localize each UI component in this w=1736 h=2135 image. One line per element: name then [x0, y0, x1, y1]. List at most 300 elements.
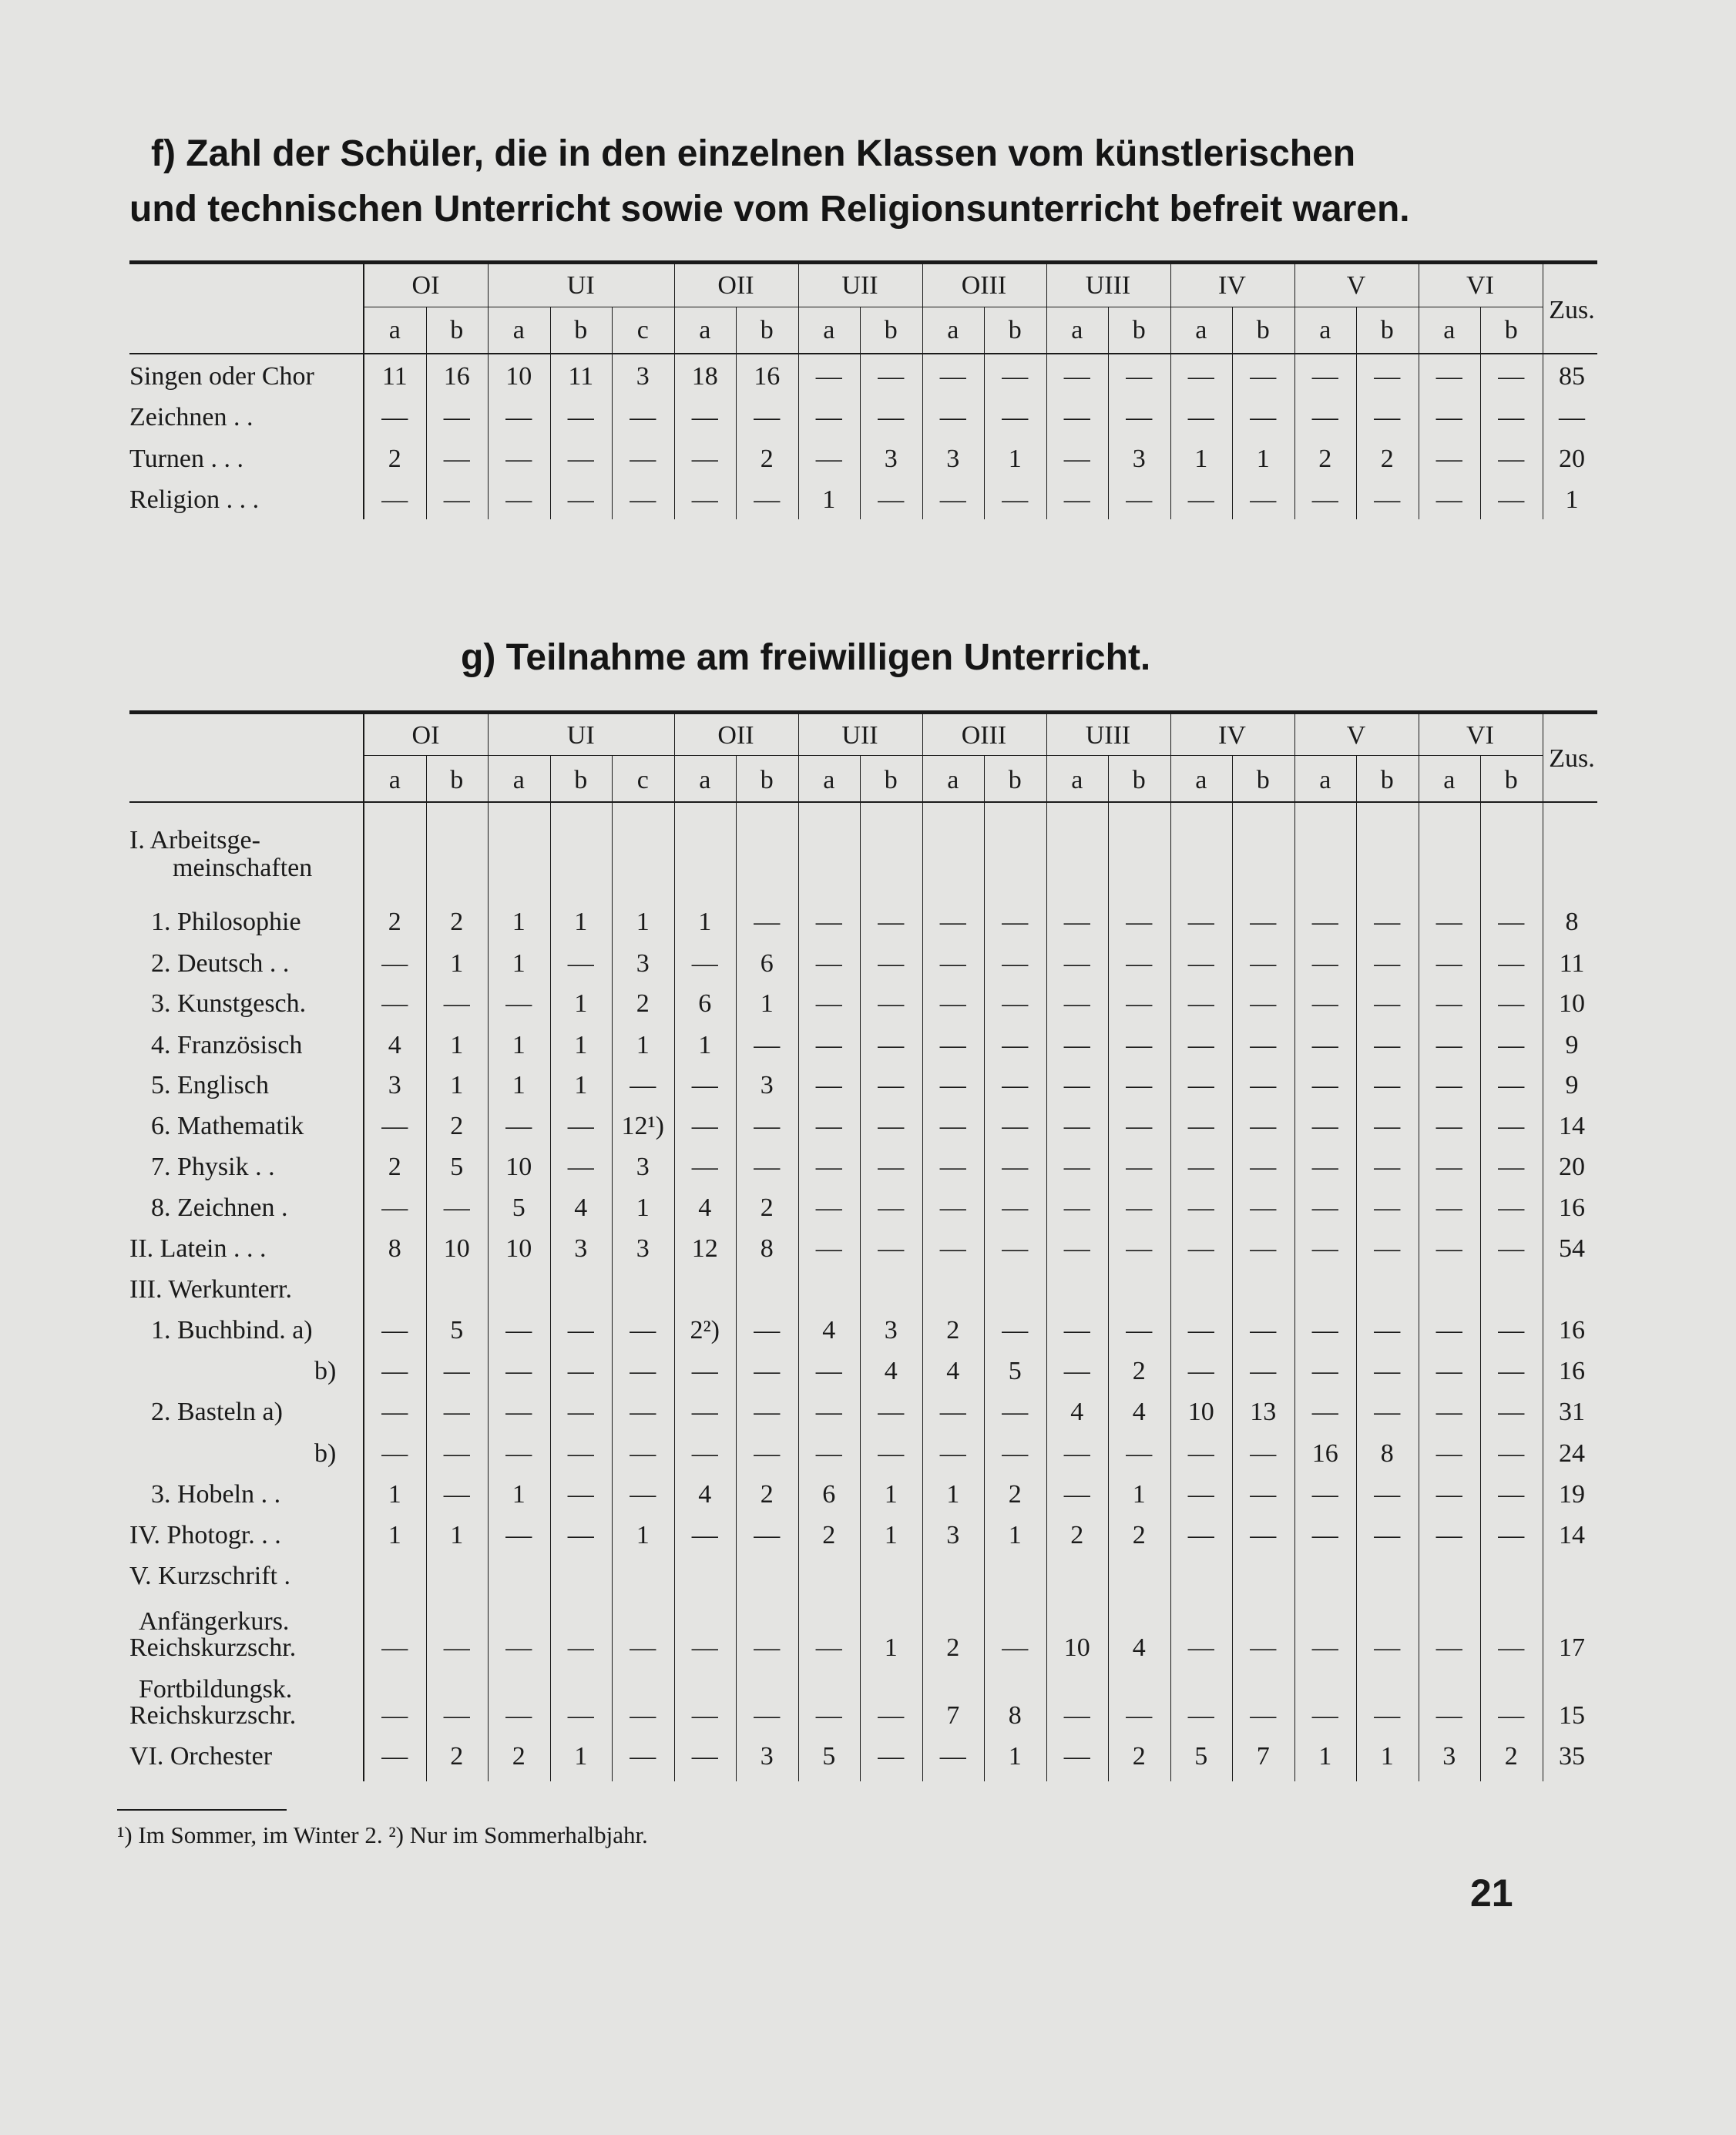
table-cell: —	[1002, 1398, 1029, 1426]
table-cell: —	[1002, 989, 1029, 1018]
table-cell: —	[1063, 1112, 1090, 1140]
table-cell: —	[1498, 1112, 1525, 1140]
table-cell: —	[1498, 1480, 1525, 1509]
table-cell: —	[1250, 1521, 1277, 1549]
table-cell: —	[939, 485, 966, 514]
vline-col	[1232, 755, 1233, 1781]
table-cell: —	[567, 403, 594, 431]
table-cell: —	[1187, 362, 1214, 391]
table-cell: —	[815, 1234, 842, 1263]
row-label: Anfängerkurs.	[139, 1607, 290, 1636]
table-cell: 1	[388, 1480, 401, 1509]
table-cell: 3	[636, 1234, 650, 1263]
table-cell: 13	[1250, 1398, 1277, 1426]
table-cell: —	[1063, 1701, 1090, 1730]
table-cell: —	[1311, 1398, 1338, 1426]
table-cell: —	[1250, 908, 1277, 936]
table-cell: —	[939, 1234, 966, 1263]
table-cell: —	[754, 1633, 781, 1662]
table-cell: —	[1435, 1480, 1462, 1509]
table-cell: 1	[822, 485, 836, 514]
table-cell: —	[1498, 908, 1525, 936]
table-cell: —	[815, 445, 842, 473]
sub-header: a	[1195, 766, 1207, 794]
table-cell: —	[505, 989, 532, 1018]
group-header: IV	[1218, 271, 1246, 300]
table-cell: —	[381, 1398, 408, 1426]
vline-col	[1294, 714, 1295, 1781]
table-cell: —	[1187, 1521, 1214, 1549]
footnote: ¹) Im Sommer, im Winter 2. ²) Nur im Sommerhalbjahr.	[117, 1821, 648, 1848]
row-total: 10	[1559, 989, 1585, 1018]
table-cell: —	[878, 1398, 905, 1426]
table-cell: —	[1374, 1112, 1401, 1140]
table-cell: —	[691, 1521, 718, 1549]
table-cell: —	[1498, 989, 1525, 1018]
table-cell: —	[1435, 1031, 1462, 1059]
vline-col	[798, 714, 799, 1781]
row-total: 35	[1559, 1742, 1585, 1771]
row-label: 7. Physik . .	[151, 1153, 275, 1181]
table-cell: —	[505, 445, 532, 473]
row-label: 8. Zeichnen .	[151, 1193, 288, 1222]
table-cell: —	[939, 1193, 966, 1222]
sub-header: b	[450, 316, 464, 344]
table-cell: —	[1250, 1439, 1277, 1468]
table-cell: —	[939, 1153, 966, 1181]
table-cell: —	[1063, 445, 1090, 473]
group-header: UII	[841, 271, 878, 300]
table-cell: —	[1498, 1316, 1525, 1344]
table-cell: 6	[822, 1480, 836, 1509]
table-cell: —	[1498, 1031, 1525, 1059]
table-cell: —	[1435, 362, 1462, 391]
table-cell: —	[939, 1742, 966, 1771]
table-cell: —	[1126, 1193, 1153, 1222]
sub-header: a	[699, 766, 711, 794]
table-cell: —	[381, 1439, 408, 1468]
table-cell: 1	[1194, 445, 1208, 473]
table-cell: —	[1311, 949, 1338, 978]
table-cell: —	[1498, 1633, 1525, 1662]
table-cell: 7	[1256, 1742, 1270, 1771]
page-number: 21	[1470, 1871, 1513, 1915]
table-cell: —	[878, 1742, 905, 1771]
row-label: 2. Basteln a)	[151, 1398, 283, 1426]
table-cell: 3	[1442, 1742, 1456, 1771]
table-top-rule	[129, 710, 1597, 714]
row-label: Zeichnen . .	[129, 403, 254, 431]
row-label: b)	[314, 1357, 337, 1385]
sub-header: c	[636, 766, 649, 794]
table-cell: —	[1311, 1112, 1338, 1140]
table-cell: 3	[946, 1521, 960, 1549]
table-cell: —	[443, 1357, 470, 1385]
table-cell: —	[1126, 1234, 1153, 1263]
row-total: 1	[1565, 485, 1579, 514]
table-cell: —	[939, 362, 966, 391]
table-cell: 1	[884, 1480, 898, 1509]
table-cell: —	[567, 1112, 594, 1140]
table-cell: —	[1498, 949, 1525, 978]
table-cell: —	[1063, 949, 1090, 978]
table-cell: 2	[1132, 1742, 1146, 1771]
table-cell: —	[754, 403, 781, 431]
table-cell: 1	[512, 1480, 526, 1509]
table-cell: —	[815, 403, 842, 431]
table-cell: 12¹)	[621, 1112, 665, 1140]
table-cell: 4	[574, 1193, 588, 1222]
group-header: UIII	[1085, 721, 1131, 750]
table-cell: 8	[388, 1234, 401, 1263]
row-total: 11	[1559, 949, 1585, 978]
row-total: 15	[1559, 1701, 1585, 1730]
table-cell: —	[1498, 1398, 1525, 1426]
table-cell: —	[754, 1031, 781, 1059]
group-header: OII	[717, 271, 754, 300]
table-cell: —	[1002, 1316, 1029, 1344]
table-cell: 1	[1380, 1742, 1394, 1771]
table-cell: —	[1435, 1633, 1462, 1662]
table-cell: —	[939, 1031, 966, 1059]
table-cell: —	[1374, 989, 1401, 1018]
table-cell: —	[1435, 1071, 1462, 1099]
table-cell: 1	[574, 1031, 588, 1059]
table-cell: 1	[574, 989, 588, 1018]
row-total: 24	[1559, 1439, 1585, 1468]
table-cell: —	[1126, 1153, 1153, 1181]
table-cell: —	[381, 403, 408, 431]
table-cell: —	[1374, 1031, 1401, 1059]
table-cell: —	[1063, 1234, 1090, 1263]
sub-header: a	[1319, 316, 1331, 344]
header-bottom-rule	[129, 353, 1597, 354]
table-cell: —	[630, 1701, 656, 1730]
row-label: IV. Photogr. . .	[129, 1521, 281, 1549]
table-cell: —	[505, 1398, 532, 1426]
table-cell: —	[1435, 1316, 1462, 1344]
table-cell: —	[1002, 1153, 1029, 1181]
table-cell: —	[1126, 989, 1153, 1018]
table-cell: —	[939, 1071, 966, 1099]
group-header: UIII	[1085, 271, 1131, 300]
table-cell: —	[381, 949, 408, 978]
table-cell: —	[1435, 1398, 1462, 1426]
table-cell: —	[1311, 485, 1338, 514]
sub-header: a	[1443, 766, 1456, 794]
table-cell: 1	[1008, 445, 1022, 473]
table-cell: —	[1002, 1234, 1029, 1263]
table-cell: —	[691, 1701, 718, 1730]
table-cell: —	[1187, 1112, 1214, 1140]
table-cell: 1	[512, 1071, 526, 1099]
table-cell: —	[815, 1031, 842, 1059]
table-cell: 2	[636, 989, 650, 1018]
vline-col	[426, 307, 427, 519]
table-cell: 5	[1008, 1357, 1022, 1385]
table-cell: —	[878, 1031, 905, 1059]
table-cell: —	[1187, 908, 1214, 936]
table-cell: —	[381, 485, 408, 514]
table-cell: —	[1063, 1480, 1090, 1509]
table-cell: 1	[636, 1193, 650, 1222]
table-cell: 3	[388, 1071, 401, 1099]
table-cell: —	[815, 989, 842, 1018]
sub-header: a	[388, 316, 401, 344]
table-cell: —	[1250, 1701, 1277, 1730]
table-cell: —	[1002, 362, 1029, 391]
sub-header: b	[1008, 766, 1022, 794]
group-header: IV	[1218, 721, 1246, 750]
table-cell: —	[1187, 1234, 1214, 1263]
row-label: meinschaften	[173, 854, 313, 882]
table-cell: —	[630, 1633, 656, 1662]
table-cell: —	[691, 403, 718, 431]
table-cell: —	[815, 1633, 842, 1662]
table-cell: 1	[636, 1521, 650, 1549]
table-cell: —	[1311, 1071, 1338, 1099]
table-cell: —	[505, 485, 532, 514]
table-cell: —	[754, 1439, 781, 1468]
table-cell: —	[815, 1357, 842, 1385]
sub-header: a	[823, 316, 835, 344]
vline-col	[426, 755, 427, 1781]
table-cell: —	[505, 1701, 532, 1730]
table-cell: —	[691, 1357, 718, 1385]
table-cell: —	[1126, 485, 1153, 514]
row-total: 9	[1565, 1071, 1579, 1099]
table-cell: —	[1374, 1521, 1401, 1549]
table-cell: —	[691, 1742, 718, 1771]
table-cell: 3	[1132, 445, 1146, 473]
row-label: I. Arbeitsge-	[129, 826, 260, 854]
table-cell: —	[567, 1439, 594, 1468]
table-cell: —	[1374, 908, 1401, 936]
table-cell: 1	[512, 908, 526, 936]
vline-col	[1108, 755, 1109, 1781]
table-cell: 5	[450, 1153, 464, 1181]
table-cell: —	[1126, 949, 1153, 978]
table-cell: —	[1250, 1112, 1277, 1140]
table-cell: —	[1002, 1112, 1029, 1140]
table-cell: —	[754, 1153, 781, 1181]
sub-header: a	[388, 766, 401, 794]
row-label: 1. Buchbind. a)	[151, 1316, 313, 1344]
table-cell: —	[754, 1398, 781, 1426]
table-cell: —	[567, 1480, 594, 1509]
row-total: 16	[1559, 1193, 1585, 1222]
table-cell: 5	[1194, 1742, 1208, 1771]
table-cell: —	[1311, 908, 1338, 936]
sub-header: b	[760, 316, 774, 344]
table-cell: —	[1498, 1701, 1525, 1730]
table-cell: —	[1250, 1316, 1277, 1344]
table-cell: —	[1498, 485, 1525, 514]
table-cell: —	[630, 1071, 656, 1099]
table-cell: —	[1311, 1480, 1338, 1509]
table-cell: —	[1374, 1193, 1401, 1222]
table-cell: —	[878, 1234, 905, 1263]
table-cell: —	[381, 1316, 408, 1344]
table-cell: —	[878, 1071, 905, 1099]
table-cell: —	[443, 403, 470, 431]
table-cell: 10	[505, 1234, 532, 1263]
table-cell: —	[878, 989, 905, 1018]
table-cell: —	[878, 1193, 905, 1222]
group-header: VI	[1466, 721, 1494, 750]
vline-col	[922, 264, 923, 519]
table-cell: —	[1063, 1439, 1090, 1468]
sub-header: b	[1504, 766, 1518, 794]
table-cell: —	[1498, 1071, 1525, 1099]
table-cell: —	[1126, 362, 1153, 391]
table-cell: —	[1311, 1316, 1338, 1344]
table-cell: —	[630, 1316, 656, 1344]
header-bottom-rule	[129, 801, 1597, 803]
table-cell: —	[1187, 1633, 1214, 1662]
table-cell: 2	[1380, 445, 1394, 473]
vline-label	[363, 714, 364, 1781]
table-cell: —	[381, 1742, 408, 1771]
table-cell: 1	[574, 1071, 588, 1099]
table-cell: —	[1374, 362, 1401, 391]
table-cell: 3	[760, 1742, 774, 1771]
table-cell: 2	[760, 445, 774, 473]
table-cell: —	[381, 989, 408, 1018]
table-cell: —	[1063, 1031, 1090, 1059]
table-cell: —	[1311, 1031, 1338, 1059]
group-sub-rule	[364, 755, 1543, 756]
sub-header: b	[884, 766, 898, 794]
table-cell: —	[815, 1398, 842, 1426]
table-cell: 10	[1063, 1633, 1090, 1662]
vline-col	[550, 307, 551, 519]
row-total: 20	[1559, 1153, 1585, 1181]
row-label: Turnen . . .	[129, 445, 243, 473]
table-cell: —	[939, 1112, 966, 1140]
sub-header: b	[1380, 766, 1394, 794]
table-cell: —	[630, 1742, 656, 1771]
table-cell: 1	[1008, 1521, 1022, 1549]
table-cell: 1	[450, 1521, 464, 1549]
table-cell: —	[1002, 1439, 1029, 1468]
table-cell: 11	[381, 362, 408, 391]
table-cell: —	[567, 949, 594, 978]
row-total: 54	[1559, 1234, 1585, 1263]
table-cell: 8	[760, 1234, 774, 1263]
row-total: 9	[1565, 1031, 1579, 1059]
table-cell: —	[754, 485, 781, 514]
row-label: 6. Mathematik	[151, 1112, 304, 1140]
table-cell: 1	[698, 1031, 712, 1059]
row-total: 19	[1559, 1480, 1585, 1509]
sub-header: a	[1319, 766, 1331, 794]
table-cell: —	[1250, 362, 1277, 391]
table-cell: —	[1311, 1153, 1338, 1181]
table-cell: —	[878, 1112, 905, 1140]
table-cell: —	[1498, 1234, 1525, 1263]
table-cell: —	[1002, 908, 1029, 936]
table-cell: 4	[822, 1316, 836, 1344]
row-total: 16	[1559, 1357, 1585, 1385]
table-cell: —	[1126, 908, 1153, 936]
table-cell: —	[1374, 949, 1401, 978]
table-cell: —	[754, 908, 781, 936]
table-cell: —	[1250, 989, 1277, 1018]
table-cell: —	[939, 989, 966, 1018]
table-cell: —	[1435, 403, 1462, 431]
table-cell: —	[1311, 403, 1338, 431]
row-total: 85	[1559, 362, 1585, 391]
row-total: 16	[1559, 1316, 1585, 1344]
table-cell: —	[939, 1398, 966, 1426]
table-cell: —	[815, 362, 842, 391]
sub-header: b	[1132, 316, 1146, 344]
sub-header: a	[512, 316, 525, 344]
table-cell: —	[815, 1071, 842, 1099]
table-cell: 16	[443, 362, 470, 391]
table-cell: 3	[636, 949, 650, 978]
table-cell: —	[1498, 1357, 1525, 1385]
group-header: OII	[717, 721, 754, 750]
table-cell: —	[443, 1398, 470, 1426]
table-cell: —	[815, 908, 842, 936]
table-cell: 4	[1070, 1398, 1084, 1426]
row-label: 1. Philosophie	[151, 908, 301, 936]
table-cell: —	[1002, 1071, 1029, 1099]
sub-header: b	[760, 766, 774, 794]
vline-col	[860, 755, 861, 1781]
table-cell: —	[1374, 1480, 1401, 1509]
row-label: II. Latein . . .	[129, 1234, 267, 1263]
table-cell: —	[1435, 485, 1462, 514]
table-cell: 1	[1008, 1742, 1022, 1771]
table-cell: 2	[450, 908, 464, 936]
table-cell: 2	[388, 908, 401, 936]
group-header: OI	[411, 271, 440, 300]
row-label: VI. Orchester	[129, 1742, 273, 1771]
vline-col	[860, 307, 861, 519]
table-cell: —	[1435, 1112, 1462, 1140]
table-cell: —	[815, 1193, 842, 1222]
vline-col	[1356, 755, 1357, 1781]
table-cell: —	[567, 1633, 594, 1662]
sub-header: a	[947, 316, 959, 344]
table-cell: —	[1250, 1153, 1277, 1181]
table-cell: 1	[574, 1742, 588, 1771]
table-cell: —	[1498, 362, 1525, 391]
table-cell: —	[1498, 1439, 1525, 1468]
table-cell: 10	[505, 362, 532, 391]
table-cell: —	[443, 1439, 470, 1468]
sub-header: a	[1071, 316, 1083, 344]
table-cell: —	[1063, 1071, 1090, 1099]
sub-header: b	[1256, 316, 1270, 344]
table-cell: —	[691, 1398, 718, 1426]
table-cell: —	[878, 403, 905, 431]
row-total: 20	[1559, 445, 1585, 473]
table-cell: —	[1311, 1234, 1338, 1263]
table-cell: —	[1063, 989, 1090, 1018]
table-cell: —	[1498, 1153, 1525, 1181]
table-cell: —	[630, 1398, 656, 1426]
row-total: 17	[1559, 1633, 1585, 1662]
table-cell: —	[1435, 1153, 1462, 1181]
table-cell: 4	[388, 1031, 401, 1059]
vline-label	[363, 264, 364, 519]
table-cell: —	[1435, 445, 1462, 473]
table-cell: —	[754, 1521, 781, 1549]
